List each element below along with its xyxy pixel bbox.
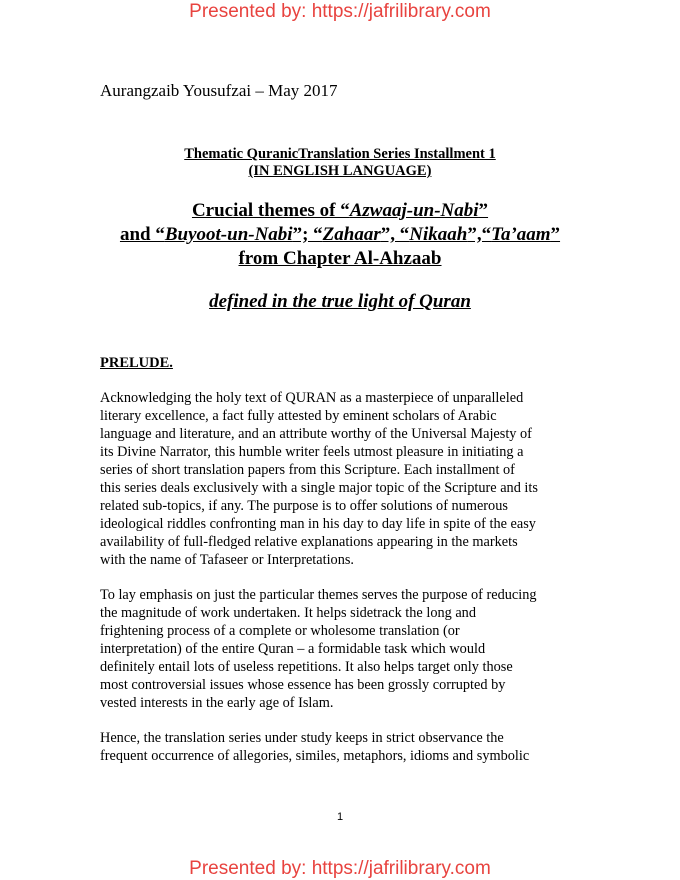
series-heading	[0, 146, 680, 180]
title-line-2: and “Buyoot-un-Nabi”; “Zahaar”, “Nikaah”,“Ta’aam”	[119, 224, 561, 245]
paragraph-line: its Divine Narrator, this humble writer feels utmost pleasure in initiating a	[100, 444, 524, 460]
paragraph-line: availability of full-fledged relative explanations appearing in the markets	[100, 534, 518, 550]
paragraph-line: Hence, the translation series under study keeps in strict observance the	[100, 730, 504, 746]
prelude-heading: PRELUDE.	[100, 355, 173, 371]
paragraph-line: series of short translation papers from this Scripture. Each installment of	[100, 462, 515, 478]
paragraph-line: definitely entail lots of useless repetitions. It also helps target only those	[100, 659, 513, 675]
watermark-bottom: Presented by: https://jafrilibrary.com	[189, 858, 491, 879]
series-line-1: Thematic QuranicTranslation Series Installment 1	[184, 146, 496, 162]
paragraph-line: interpretation) of the entire Quran – a formidable task which would	[100, 641, 486, 657]
paragraph-line: frightening process of a complete or wholesome translation (or	[100, 623, 460, 639]
paragraph-line: Acknowledging the holy text of QURAN as a masterpiece of unparalleled	[100, 390, 524, 406]
paragraph-1	[100, 389, 590, 569]
subtitle: defined in the true light of Quran	[209, 291, 471, 312]
paragraph-line: the magnitude of work undertaken. It helps sidetrack the long and	[100, 605, 476, 621]
paragraph-line: language and literature, and an attribute worthy of the Universal Majesty of	[100, 426, 532, 442]
title-line-3: from Chapter Al-Ahzaab	[238, 248, 442, 269]
paragraph-2	[100, 586, 590, 712]
paragraph-line: most controversial issues whose essence has been grossly corrupted by	[100, 677, 506, 693]
author-date-line: Aurangzaib Yousufzai – May 2017	[100, 81, 338, 100]
paragraph-line: this series deals exclusively with a single major topic of the Scripture and its	[100, 480, 538, 496]
paragraph-line: related sub-topics, if any. The purpose is to offer solutions of numerous	[100, 498, 508, 514]
series-line-2: (IN ENGLISH LANGUAGE)	[248, 163, 432, 179]
main-title	[0, 199, 680, 271]
paragraph-line: To lay emphasis on just the particular themes serves the purpose of reducing	[100, 587, 537, 603]
paragraph-line: with the name of Tafaseer or Interpretations.	[100, 552, 354, 568]
page-number: 1	[336, 811, 344, 823]
paragraph-3	[100, 729, 590, 765]
watermark-top: Presented by: https://jafrilibrary.com	[189, 1, 491, 22]
paragraph-line: vested interests in the early age of Islam.	[100, 695, 334, 711]
title-line-1: Crucial themes of “Azwaaj-un-Nabi”	[191, 200, 489, 221]
paragraph-line: ideological riddles confronting man in his day to day life in spite of the easy	[100, 516, 536, 532]
paragraph-line: literary excellence, a fact fully attested by eminent scholars of Arabic	[100, 408, 497, 424]
paragraph-line: frequent occurrence of allegories, similes, metaphors, idioms and symbolic	[100, 748, 530, 764]
